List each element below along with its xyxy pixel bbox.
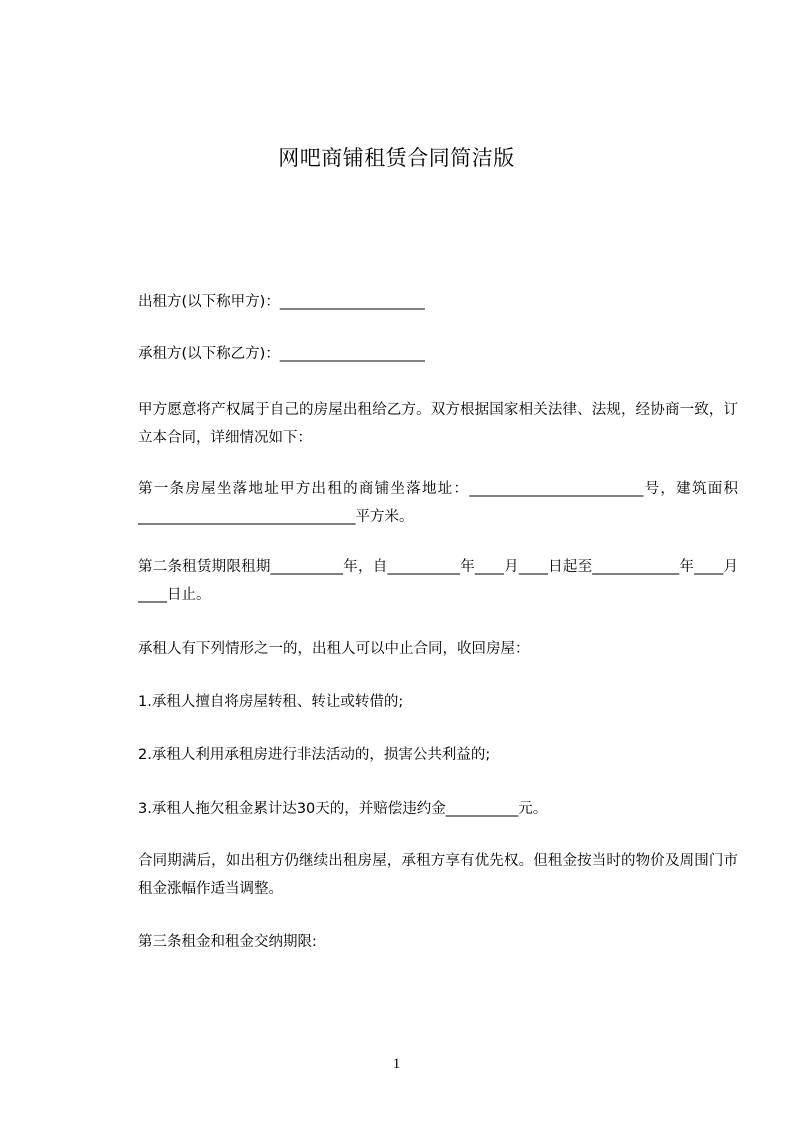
paragraph-termination-conditions: 承租人有下列情形之一的，出租人可以中止合同，收回房屋： [138, 641, 530, 657]
list-item-3: 3.承租人拖欠租金累计达30天的，并赔偿违约金__________元。 [138, 801, 548, 817]
paragraph-intro: 甲方愿意将产权属于自己的房屋出租给乙方。双方根据国家相关法律、法规，经协商一致，订立本合同，详细情况如下： [138, 402, 738, 446]
list-item-2: 2.承租人利用承租房进行非法活动的，损害公共利益的; [138, 747, 491, 763]
page-number: 1 [392, 1056, 401, 1072]
paragraph-article-2: 第二条租赁期限租期__________年，自__________年____月____日起至____________年____月____日止。 [138, 559, 738, 603]
paragraph-article-3: 第三条租金和租金交纳期限: [138, 934, 317, 950]
paragraph-renewal: 合同期满后，如出租方仍继续出租房屋，承租方享有优先权。但租金按当时的物价及周围门市租金涨幅作适当调整。 [138, 853, 738, 897]
paragraph-article-1: 第一条房屋坐落地址甲方出租的商铺坐落地址：________________________号，建筑面积______________________________平方米。 [138, 481, 738, 525]
list-item-1: 1.承租人擅自将房屋转租、转让或转借的; [138, 694, 404, 710]
document-title: 网吧商铺租赁合同简洁版 [278, 146, 515, 170]
paragraph-lessee: 承租方(以下称乙方)：____________________ [138, 346, 425, 362]
paragraph-lessor: 出租方(以下称甲方)：____________________ [138, 294, 425, 310]
